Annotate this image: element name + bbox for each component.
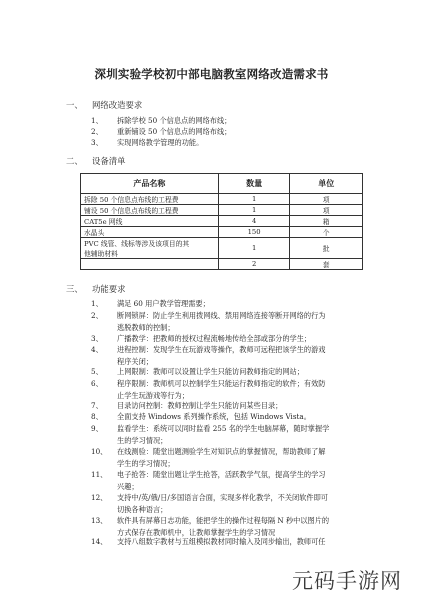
section-label: 设备清单 — [92, 156, 126, 166]
item-text: 目录访问控制：教师控制让学生只能访问某些目录； — [117, 401, 283, 410]
cell-product: PVC 线管、线标等涉及该项目的其 — [81, 238, 219, 249]
section-number: 一、 — [66, 100, 83, 110]
item-number: 5、 — [91, 367, 103, 376]
item-number: 9、 — [91, 424, 103, 433]
list-item — [91, 400, 282, 412]
list-item — [91, 333, 311, 345]
table-row — [81, 194, 363, 205]
item-number: 12、 — [91, 493, 108, 502]
cell-product: 水晶头 — [81, 227, 219, 238]
item-text: 进程控制：发现学生在玩游戏等操作，教师可远程把该学生的游戏 — [117, 345, 326, 354]
list-item — [91, 298, 210, 310]
table-row — [81, 259, 363, 270]
list-item-continuation: 方式保存在教师机中，让教师掌握学生的学习情况 — [117, 527, 276, 537]
cell-product: 拆除 50 个信息点布线的工程费 — [81, 194, 219, 205]
list-item — [91, 515, 329, 527]
list-item-continuation: 生的学习情况； — [117, 435, 168, 445]
list-item — [91, 469, 325, 481]
table-row — [81, 205, 363, 216]
cell-product: CAT5e 网线 — [81, 216, 219, 227]
list-item-continuation: 程序关闭； — [117, 356, 153, 366]
item-text: 支持中/英/俄/日/多国语言合面，实现多样化教学，不关闭软件即可 — [117, 493, 328, 502]
list-item — [91, 411, 311, 423]
table-row — [81, 238, 363, 249]
equipment-table — [80, 173, 363, 270]
table-row — [81, 227, 363, 238]
item-text: 在线测验：随堂出题测验学生对知识点的掌握情况，帮助教师了解 — [117, 447, 326, 456]
header-unit: 单位 — [290, 174, 363, 194]
table-row — [81, 216, 363, 227]
list-item-continuation: 逃脱教师的控制； — [117, 322, 175, 332]
item-text: 电子抢答：随堂出题让学生抢答，活跃教学气氛，提高学生的学习 — [117, 470, 326, 479]
item-number: 4、 — [91, 345, 103, 354]
item-number: 3、 — [91, 138, 103, 147]
item-text: 广播教学：把教师的授权过程流畅地传给全部或部分的学生； — [117, 334, 312, 343]
cell-quantity: 1 — [218, 238, 290, 259]
item-number: 14、 — [91, 537, 108, 546]
item-text: 支持八组数字教材与五组模拟教材同时输入及同步输出，教师可任 — [117, 537, 326, 546]
cell-unit: 项 — [290, 194, 363, 205]
list-item — [91, 310, 325, 322]
item-number: 6、 — [91, 379, 103, 388]
cell-unit: 个 — [290, 227, 363, 238]
cell-quantity: 4 — [218, 216, 290, 227]
list-item — [91, 115, 231, 127]
list-item-continuation: 止学生玩游戏等行为； — [117, 390, 189, 400]
list-item — [91, 344, 325, 356]
list-item — [91, 536, 325, 548]
item-text: 全面支持 Windows 系列操作系统，包括 Windows Vista。 — [117, 412, 311, 421]
list-item — [91, 423, 329, 435]
cell-product: 他辅助材料 — [81, 248, 219, 259]
item-text: 满足 60 用户教学管理需要； — [117, 299, 210, 308]
item-text: 重新铺设 50 个信息点的网络布线； — [117, 127, 232, 136]
item-number: 3、 — [91, 334, 103, 343]
list-item-continuation: 切换各种语言； — [117, 504, 168, 514]
cell-quantity: 2 — [218, 259, 290, 270]
item-number: 13、 — [91, 516, 108, 525]
list-item — [91, 126, 231, 138]
watermark: 元码手游网 — [292, 569, 402, 593]
item-number: 1、 — [91, 299, 103, 308]
list-item-continuation: 学生的学习情况； — [117, 458, 175, 468]
cell-unit: 套 — [290, 259, 363, 270]
item-number: 10、 — [91, 447, 108, 456]
list-item — [91, 366, 304, 378]
item-number: 11、 — [91, 470, 108, 479]
item-text: 监看学生：系统可以同时监看 255 名的学生电脑屏幕，随时掌握学 — [117, 424, 330, 433]
item-number: 7、 — [91, 401, 103, 410]
section-number: 二、 — [66, 156, 83, 166]
item-number: 2、 — [91, 311, 103, 320]
item-number: 8、 — [91, 412, 103, 421]
item-text: 实现网络教学管理的功能。 — [117, 138, 204, 147]
cell-product: 铺设 50 个信息点布线的工程费 — [81, 205, 219, 216]
cell-product — [81, 259, 219, 270]
table-header-row — [81, 174, 363, 194]
item-text: 上网限制：教师可以设置让学生只能访问教师指定的网站； — [117, 367, 304, 376]
item-text: 程序限制：教师机可以控制学生只能运行教师指定的软件；有效防 — [117, 379, 326, 388]
section-label: 功能要求 — [92, 284, 126, 294]
cell-unit: 箱 — [290, 216, 363, 227]
list-item — [91, 446, 325, 458]
list-item — [91, 378, 325, 390]
item-text: 断网锁屏：防止学生利用拨网线、禁用网络连接等断开网络的行为 — [117, 311, 326, 320]
cell-quantity: 1 — [218, 194, 290, 205]
list-item — [91, 492, 328, 504]
list-item-continuation: 兴趣； — [117, 481, 139, 491]
list-item — [91, 137, 203, 149]
cell-quantity: 1 — [218, 205, 290, 216]
document-title: 深圳实验学校初中部电脑教室网络改造需求书 — [94, 67, 329, 81]
header-quantity: 数量 — [218, 174, 290, 194]
item-text: 拆除学校 50 个信息点的网络布线； — [117, 116, 232, 125]
item-number: 2、 — [91, 127, 103, 136]
section-number: 三、 — [66, 284, 83, 294]
item-number: 1、 — [91, 116, 103, 125]
cell-unit: 批 — [290, 238, 363, 259]
item-text: 软件具有屏幕日志功能，能把学生的操作过程每隔 N 秒中以图片的 — [117, 516, 330, 525]
header-product-name: 产品名称 — [81, 174, 219, 194]
section-label: 网络改造要求 — [92, 100, 143, 110]
cell-unit: 项 — [290, 205, 363, 216]
cell-quantity: 150 — [218, 227, 290, 238]
